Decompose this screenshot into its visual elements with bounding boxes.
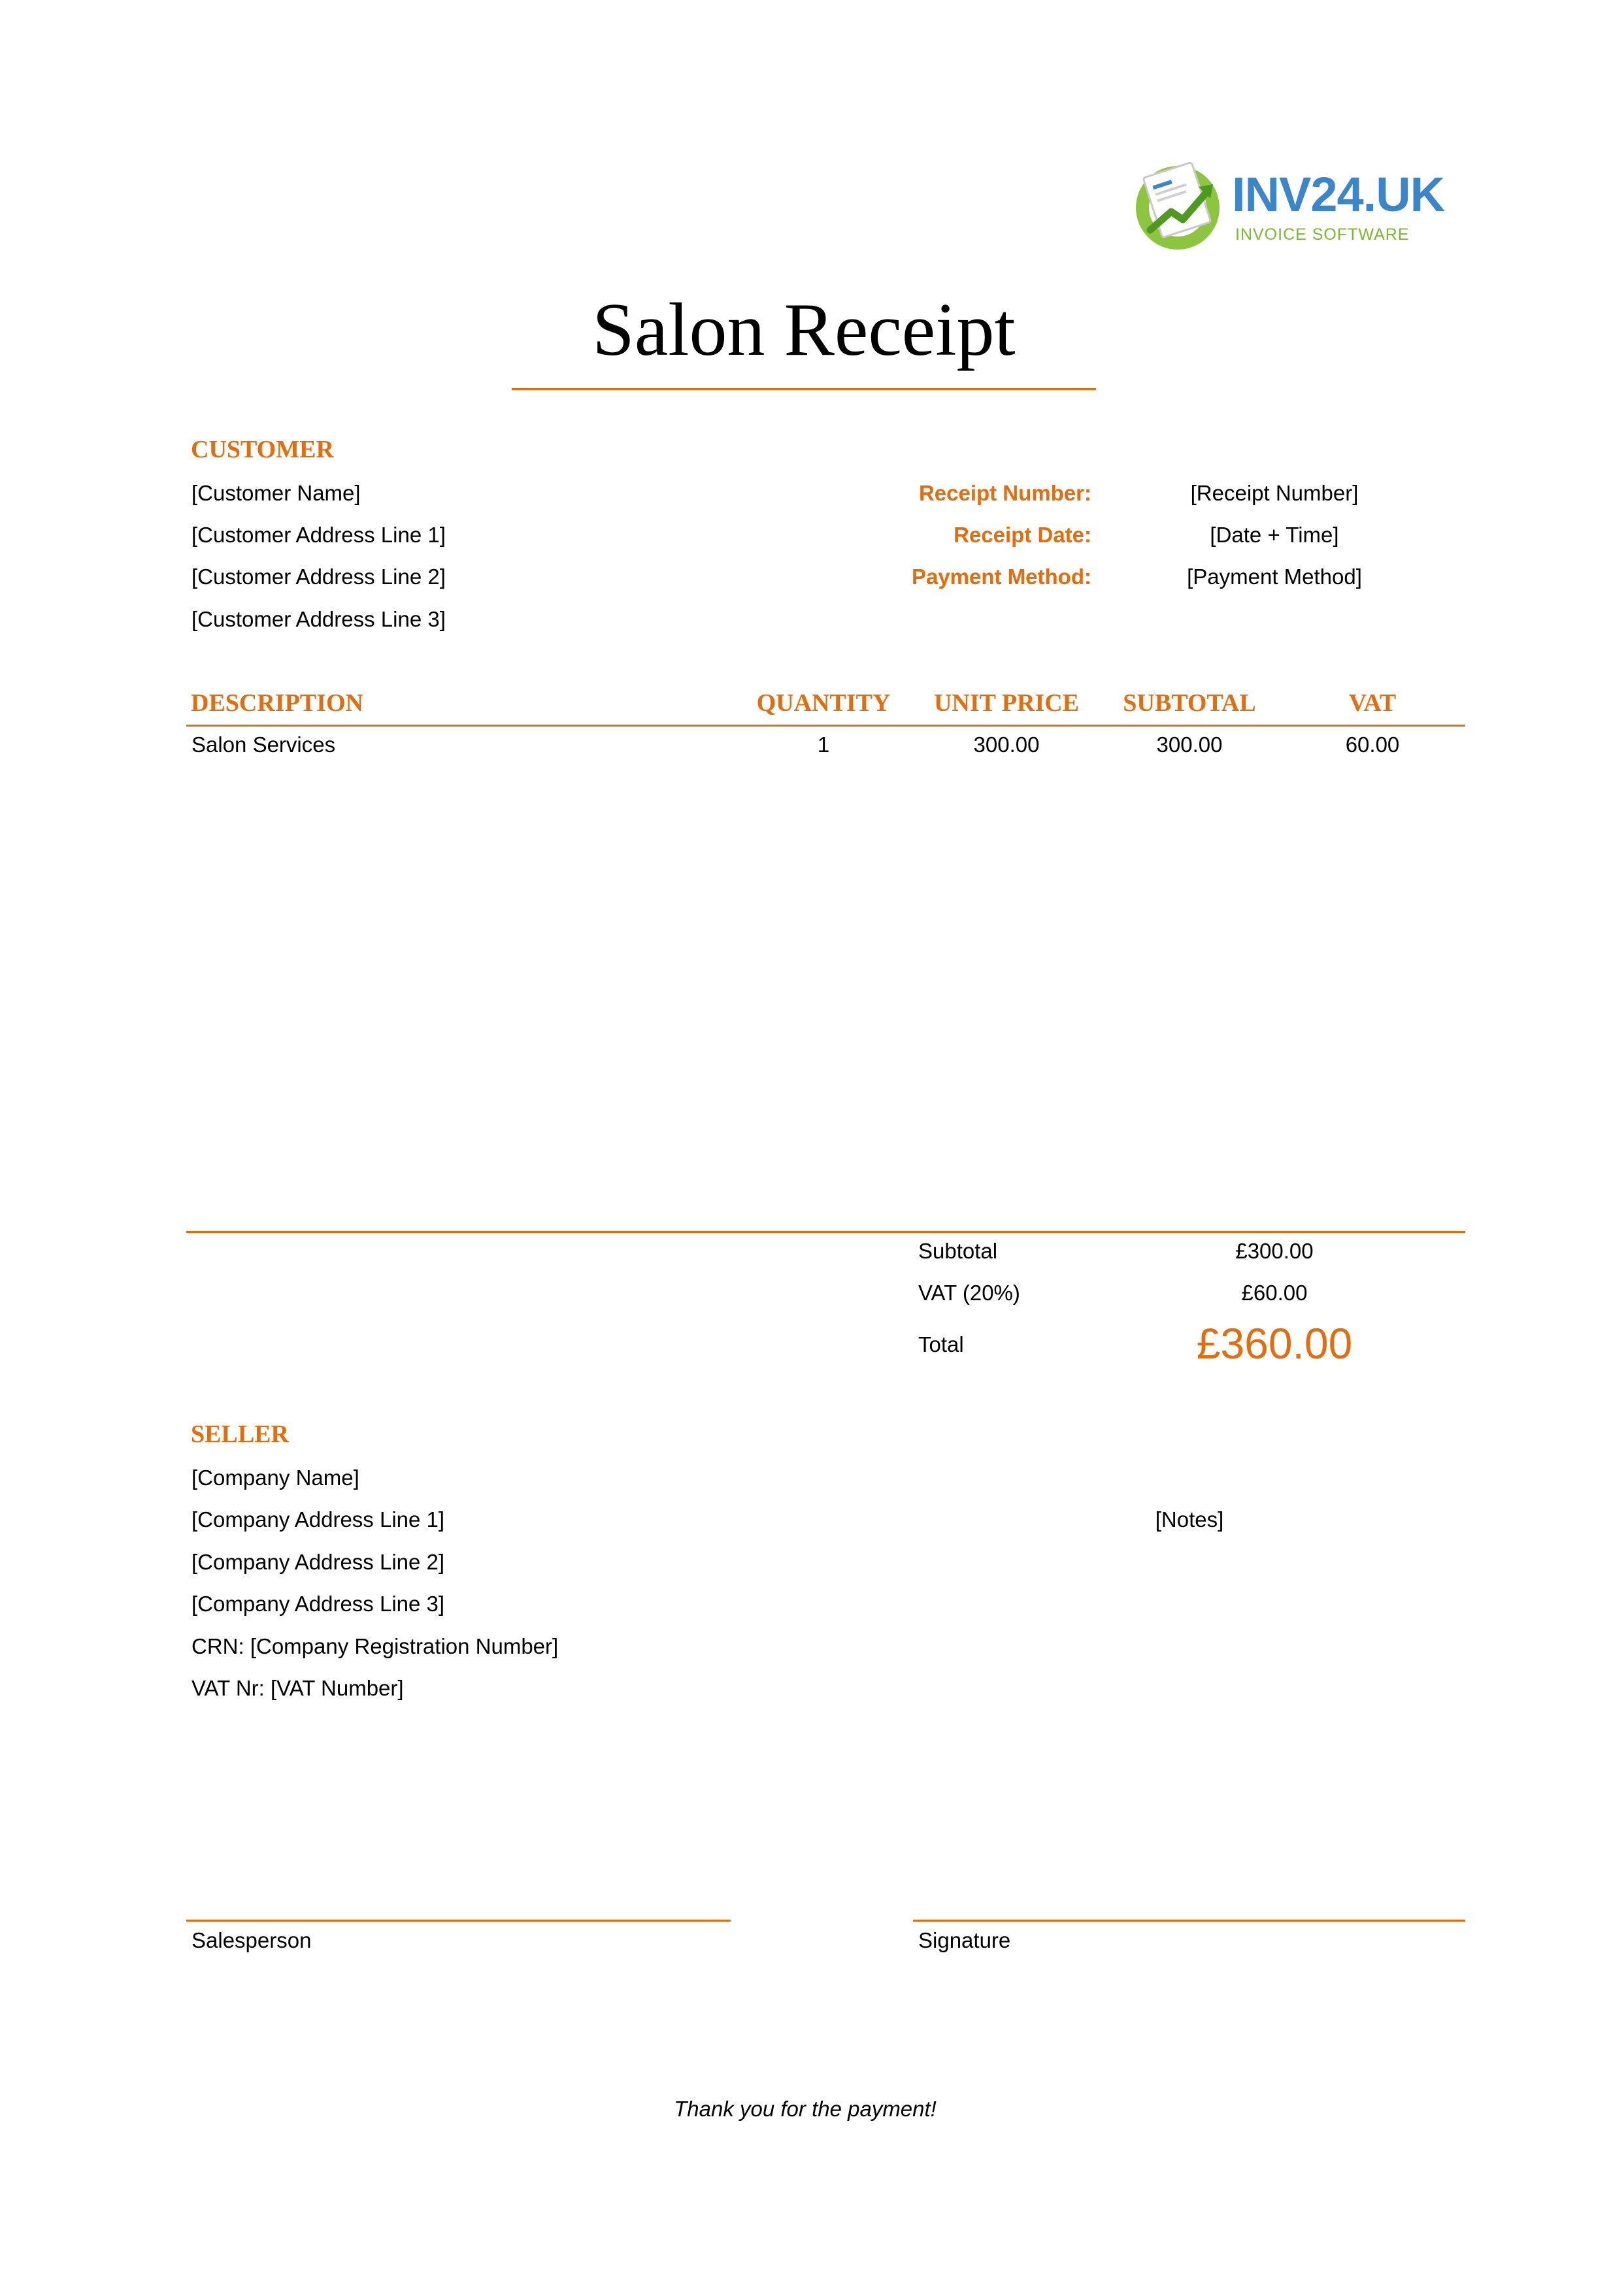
total-value: £360.00 — [1196, 1319, 1353, 1368]
receipt-number-label: Receipt Number: — [918, 481, 1091, 505]
payment-method-label: Payment Method: — [911, 565, 1091, 589]
col-header-vat: VAT — [1348, 689, 1397, 717]
receipt-number-value: [Receipt Number] — [1190, 481, 1359, 505]
total-label: Total — [918, 1332, 964, 1356]
receipt-date-value: [Date + Time] — [1210, 523, 1339, 547]
logo-tagline: INVOICE SOFTWARE — [1235, 225, 1410, 244]
row-subtotal: 300.00 — [1156, 732, 1223, 757]
table-row — [0, 732, 1611, 764]
customer-address-line-1: [Customer Address Line 1] — [191, 523, 446, 547]
seller-crn: CRN: [Company Registration Number] — [191, 1634, 559, 1658]
table-bottom-rule — [186, 1231, 1465, 1233]
logo-wordmark: INV24.UK — [1232, 167, 1445, 221]
seller-company-name: [Company Name] — [191, 1466, 359, 1490]
payment-method-value: [Payment Method] — [1187, 565, 1362, 589]
subtotal-value: £300.00 — [1235, 1239, 1314, 1263]
receipt-date-label: Receipt Date: — [954, 523, 1091, 547]
salesperson-label: Salesperson — [191, 1928, 312, 1952]
customer-address-line-3: [Customer Address Line 3] — [191, 607, 446, 631]
seller-heading: SELLER — [191, 1420, 289, 1448]
signature-line — [913, 1920, 1465, 1922]
row-vat: 60.00 — [1345, 732, 1400, 757]
vat-label: VAT (20%) — [918, 1281, 1020, 1305]
seller-address-line-2: [Company Address Line 2] — [191, 1550, 445, 1574]
notes: [Notes] — [1155, 1507, 1224, 1532]
salesperson-line — [186, 1920, 731, 1922]
thank-you-message: Thank you for the payment! — [674, 2097, 937, 2121]
vat-value: £60.00 — [1241, 1281, 1308, 1305]
customer-address-line-2: [Customer Address Line 2] — [191, 565, 446, 589]
page-title: Salon Receipt — [592, 288, 1016, 372]
col-header-subtotal: SUBTOTAL — [1123, 689, 1256, 717]
col-header-quantity: QUANTITY — [756, 689, 891, 717]
signature-label: Signature — [918, 1928, 1011, 1952]
seller-address-line-3: [Company Address Line 3] — [191, 1592, 445, 1616]
row-unit-price: 300.00 — [973, 732, 1040, 757]
col-header-unit-price: UNIT PRICE — [933, 689, 1080, 717]
table-header-rule — [186, 725, 1465, 727]
col-header-description: DESCRIPTION — [191, 689, 363, 717]
row-description: Salon Services — [191, 732, 336, 757]
subtotal-label: Subtotal — [918, 1239, 998, 1263]
row-quantity: 1 — [817, 732, 830, 757]
company-logo — [1131, 157, 1445, 255]
title-underline — [512, 388, 1096, 390]
seller-vat-number: VAT Nr: [VAT Number] — [191, 1676, 404, 1700]
logo-badge-icon — [1131, 157, 1229, 255]
customer-heading: CUSTOMER — [191, 436, 334, 463]
seller-address-line-1: [Company Address Line 1] — [191, 1507, 445, 1532]
customer-name: [Customer Name] — [191, 481, 361, 505]
